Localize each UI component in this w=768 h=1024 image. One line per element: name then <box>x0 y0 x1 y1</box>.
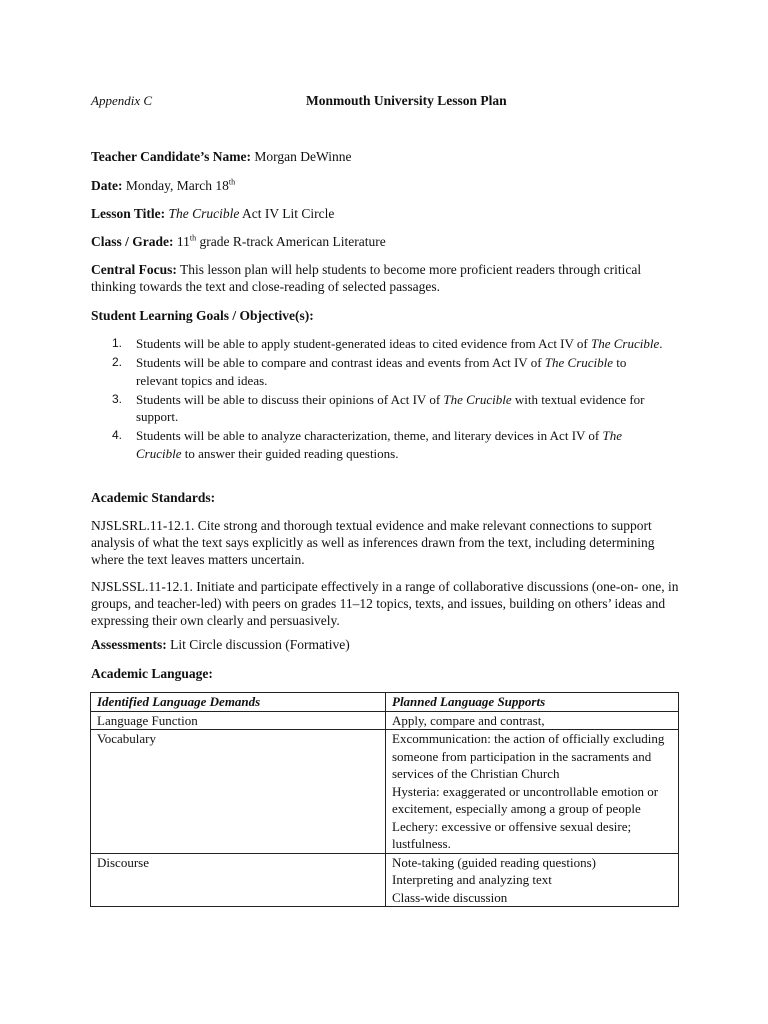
date-value: Monday, March 18 <box>125 178 229 193</box>
goal-item: 3. Students will be able to discuss their opinions of Act IV of The Crucible with textual evidence for support. <box>112 391 645 424</box>
class-grade-number: 11 <box>176 234 190 249</box>
lesson-title-line <box>91 205 679 222</box>
assessments-value: Lit Circle discussion (Formative) <box>170 637 350 652</box>
standard-paragraph: NJSLSSL.11-12.1. Initiate and participate effectively in a range of collaborative discussions (one-on- one, in groups, and teacher-led) with peers on grades 11–12 topics, texts, and issues, building on others’ ideas and expressing their own clearly and persuasively. <box>91 579 679 628</box>
lesson-title-italic: The Crucible <box>168 206 240 221</box>
teacher-name-label: Teacher Candidate’s Name: <box>91 149 251 164</box>
goal-number: 4. <box>112 428 123 442</box>
lesson-title-label: Lesson Title: <box>91 206 166 221</box>
teacher-name-value: Morgan DeWinne <box>254 149 352 164</box>
supports-cell: Excommunication: the action of officially excluding someone from participation in the sacraments and services of the Christian Church Hysteria: exaggerated or uncontrollable emotion or excitement, especially among a group of people Lechery: excessive or offensive sexual desire; lustfulness. <box>386 730 679 854</box>
central-focus-label: Central Focus: <box>91 262 177 277</box>
supports-cell: Note-taking (guided reading questions) Interpreting and analyzing text Class-wide discussion <box>386 853 679 907</box>
class-grade-line <box>91 233 679 250</box>
central-focus-paragraph <box>91 261 679 295</box>
goal-number: 3. <box>112 391 123 406</box>
table-header-supports: Planned Language Supports <box>386 693 679 712</box>
central-focus-text: This lesson plan will help students to become more proficient readers through critical thinking towards the text and close-reading of selected passages. <box>91 262 642 294</box>
table-row <box>91 730 679 854</box>
appendix-label: Appendix C <box>91 93 153 108</box>
table-header-demands: Identified Language Demands <box>91 693 386 712</box>
class-grade-label: Class / Grade: <box>91 234 174 249</box>
table-row <box>91 853 679 907</box>
date-suffix: th <box>228 177 236 187</box>
assessments-label: Assessments: <box>91 637 167 652</box>
standard-paragraph: NJSLSRL.11-12.1. Cite strong and thorough textual evidence and make relevant connections to support analysis of what the text says explicitly as well as inferences drawn from the text, including determining where the text leaves matters uncertain. <box>91 518 655 567</box>
table-header-row <box>91 693 679 712</box>
standards-heading: Academic Standards: <box>91 490 216 505</box>
goal-item: 4. Students will be able to analyze characterization, theme, and literary devices in Act IV of The Crucible to answer their guided reading questions. <box>112 428 623 461</box>
demand-cell: Discourse <box>91 853 386 907</box>
date-line <box>91 177 679 194</box>
goals-heading: Student Learning Goals / Objective(s): <box>91 308 314 323</box>
goals-list <box>108 335 668 464</box>
goal-item: 2. Students will be able to compare and contrast ideas and events from Act IV of The Crucible to relevant topics and ideas. <box>112 355 627 388</box>
demand-cell: Vocabulary <box>91 730 386 854</box>
class-grade-suffix: th <box>189 233 197 243</box>
goal-number: 1. <box>112 336 123 350</box>
date-label: Date: <box>91 178 123 193</box>
academic-language-heading: Academic Language: <box>91 666 213 681</box>
academic-language-table <box>90 692 679 907</box>
table-row <box>91 711 679 730</box>
assessments-line <box>91 636 679 653</box>
goal-item: 1. Students will be able to apply student-generated ideas to cited evidence from Act IV of The Crucible. <box>112 336 663 351</box>
document-title: Monmouth University Lesson Plan <box>306 93 507 108</box>
lesson-title-rest: Act IV Lit Circle <box>239 206 335 221</box>
teacher-name-line <box>91 148 679 165</box>
demand-cell: Language Function <box>91 711 386 730</box>
goal-number: 2. <box>112 355 123 369</box>
supports-cell: Apply, compare and contrast, <box>386 711 679 730</box>
class-grade-rest: grade R-track American Literature <box>196 234 386 249</box>
